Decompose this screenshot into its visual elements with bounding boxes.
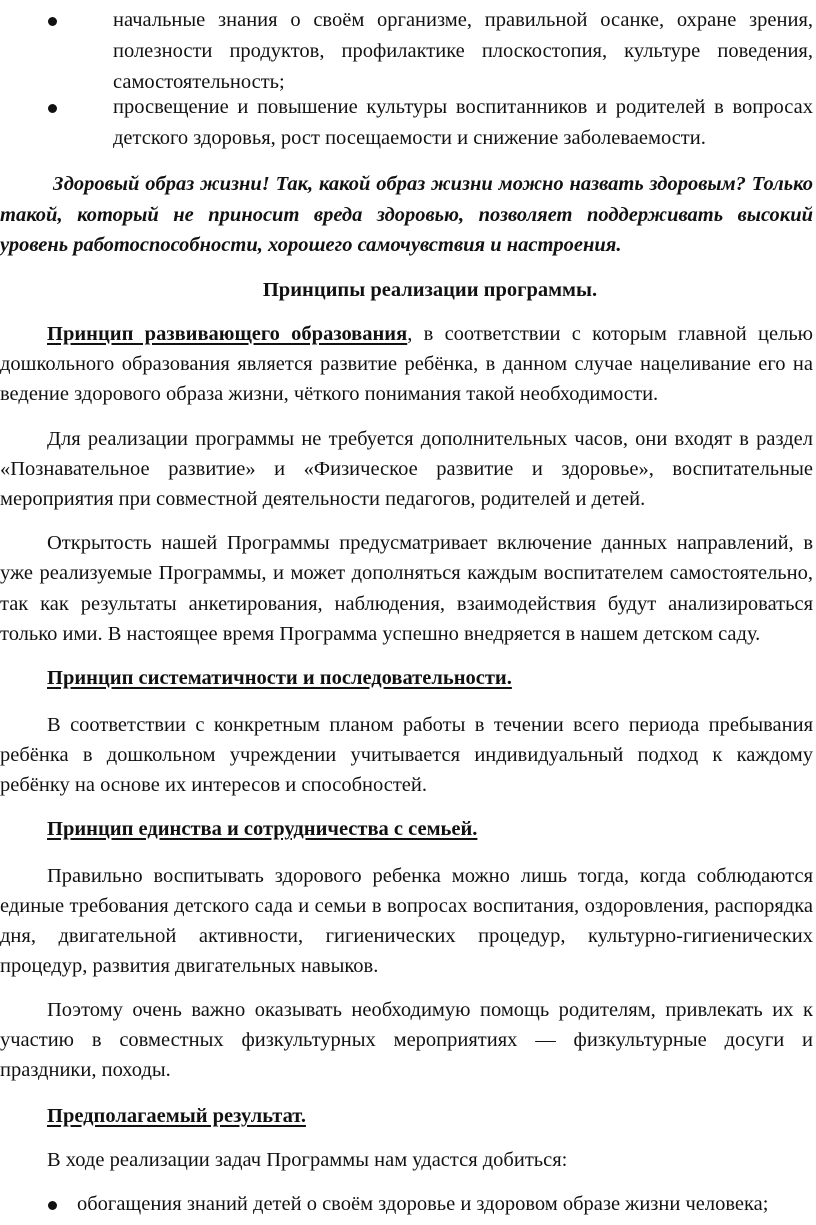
paragraph-line: так как результаты анкетирования, наблюдения, взаимодействия будут анализироваться <box>0 593 813 615</box>
paragraph-line: дошкольного образования является развитие ребёнка, в данном случае нацеливание его на <box>0 353 813 375</box>
bullet-icon <box>48 104 57 113</box>
result-intro: В ходе реализации задач Программы нам удастся добиться: <box>47 1149 568 1171</box>
bullet-line: просвещение и повышение культуры воспитанников и родителей в вопросах <box>113 96 813 118</box>
paragraph-line: процедур, развития двигательных навыков. <box>0 955 379 977</box>
bullet-line: детского здоровья, рост посещаемости и снижение заболеваемости. <box>113 127 706 149</box>
paragraph-line: дня, двигательной активности, гигиенических процедур, культурно-гигиенических <box>0 925 813 947</box>
paragraph-line: мероприятия при совместной деятельности педагогов, родителей и детей. <box>0 488 646 510</box>
paragraph-line: ведение здорового образа жизни, чёткого понимания такой необходимости. <box>0 383 659 405</box>
paragraph-line: Правильно воспитывать здорового ребенка можно лишь тогда, когда соблюдаются <box>47 865 813 887</box>
paragraph-line: «Познавательное развитие» и «Физическое развитие и здоровье», воспитательные <box>0 458 813 480</box>
paragraph-line: праздники, походы. <box>0 1059 171 1081</box>
italic-statement: Здоровый образ жизни! Так, какой образ жизни можно назвать здоровым? Только <box>53 173 813 195</box>
principle-title: Принцип систематичности и последовательности. <box>47 667 512 689</box>
principle-line <box>47 320 813 349</box>
paragraph-line: ребёнку на основе их интересов и способностей. <box>0 774 427 796</box>
bullet-icon <box>48 1201 57 1210</box>
paragraph-line: ребёнка в дошкольном учреждении учитывается индивидуальный подход к каждому <box>0 744 813 766</box>
bullet-line: самостоятельность; <box>113 71 285 93</box>
paragraph-line: Поэтому очень важно оказывать необходимую помощь родителям, привлекать их к <box>47 999 813 1021</box>
bullet-icon <box>48 17 57 26</box>
paragraph-line: В соответствии с конкретным планом работы в течении всего периода пребывания <box>47 714 813 736</box>
principle-title: Принцип единства и сотрудничества с семьей. <box>47 818 478 840</box>
paragraph-line: единые требования детского сада и семьи в вопросах воспитания, оздоровления, распорядка <box>0 895 813 917</box>
principle-title: Принцип развивающего образования <box>47 323 408 345</box>
section-heading: Принципы реализации программы. <box>262 279 598 301</box>
italic-statement: такой, который не приносит вреда здоровью, позволяет поддерживать высокий <box>0 204 813 226</box>
bullet-line: полезности продуктов, профилактике плоскостопия, культуре поведения, <box>113 40 813 62</box>
bullet-line: обогащения знаний детей о своём здоровье и здоровом образе жизни человека; <box>77 1193 769 1215</box>
italic-statement: уровень работоспособности, хорошего самочувствия и настроения. <box>0 234 622 256</box>
paragraph-line: Открытость нашей Программы предусматривает включение данных направлений, в <box>47 532 813 554</box>
principle-rest: , в соответствии с которым главной целью <box>407 323 813 345</box>
bullet-line: начальные знания о своём организме, правильной осанке, охране зрения, <box>113 9 813 31</box>
paragraph-line: только ими. В настоящее время Программа успешно внедряется в нашем детском саду. <box>0 623 761 645</box>
paragraph-line: уже реализуемые Программы, и может дополняться каждым воспитателем самостоятельно, <box>0 562 813 584</box>
paragraph-line: Для реализации программы не требуется дополнительных часов, они входят в раздел <box>47 428 813 450</box>
paragraph-line: участию в совместных физкультурных мероприятиях — физкультурные досуги и <box>0 1029 813 1051</box>
result-heading: Предполагаемый результат. <box>47 1105 306 1127</box>
